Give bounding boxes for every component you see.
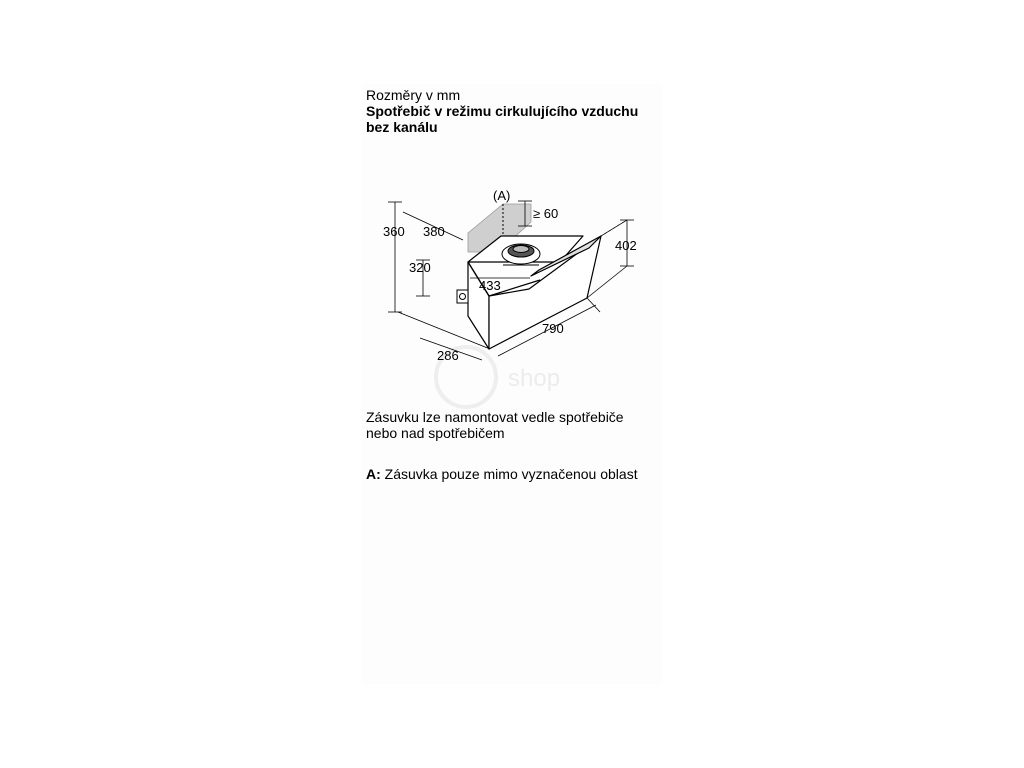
zone-label: (A) <box>493 188 511 203</box>
clearance-label: ≥ 60 <box>533 206 559 221</box>
dim-width-total: 790 <box>542 321 564 336</box>
dim-depth-top: 380 <box>423 224 445 239</box>
legend-a <box>366 466 638 482</box>
page-title-line-1: Spotřebič v režimu cirkulujícího vzduchu <box>366 103 639 119</box>
legend-a-text: Zásuvka pouze mimo vyznačenou oblast <box>384 466 638 482</box>
units-label: Rozměry v mm <box>366 87 461 103</box>
socket-note-line-2: nebo nad spotřebičem <box>366 425 505 441</box>
dim-depth-bottom: 286 <box>437 348 459 363</box>
legend-a-prefix: A: <box>366 466 381 482</box>
dim-glass-height: 402 <box>615 238 637 253</box>
dim-width-inner: 433 <box>479 278 501 293</box>
dim-height-total: 360 <box>383 224 405 239</box>
electrical-socket-icon <box>457 290 468 303</box>
dim-chimney-height: 320 <box>409 260 431 275</box>
page-title-line-2: bez kanálu <box>366 119 438 135</box>
watermark-text: shop <box>508 365 561 392</box>
socket-note-line-1: Zásuvku lze namontovat vedle spotřebiče <box>366 409 624 425</box>
